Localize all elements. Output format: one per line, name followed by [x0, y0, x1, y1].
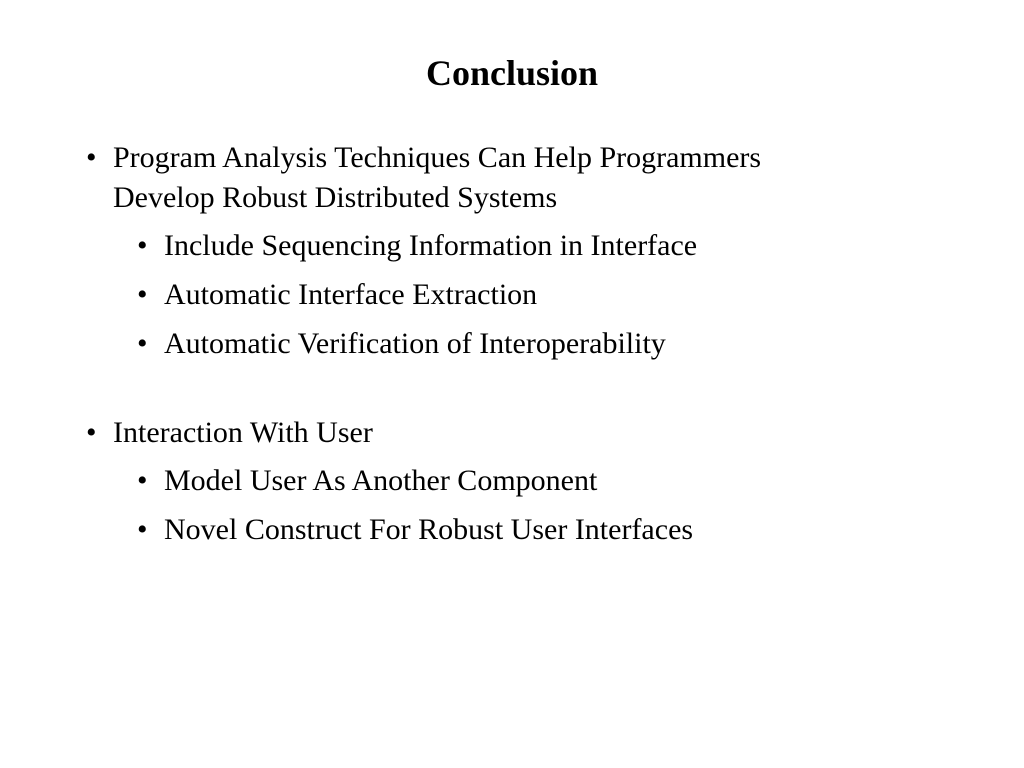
bullet-icon: •	[137, 278, 148, 311]
sub-bullet-text: Automatic Verification of Interoperability	[164, 327, 666, 360]
bullet-text-line: Program Analysis Techniques Can Help Programmers	[113, 141, 762, 174]
sub-bullet-text: Model User As Another Component	[164, 464, 598, 497]
bullet-icon: •	[137, 327, 148, 360]
sub-bullet-item	[137, 275, 946, 315]
bullet-icon: •	[137, 513, 148, 546]
bullet-icon: •	[137, 464, 148, 497]
bullet-icon: •	[86, 416, 97, 449]
bullet-text: Interaction With User	[113, 416, 373, 449]
sub-bullet-item	[137, 461, 946, 501]
bullet-item	[86, 138, 946, 218]
sub-bullet-text: Automatic Interface Extraction	[164, 278, 538, 311]
sub-bullet-item	[137, 324, 946, 364]
sub-bullet-item	[137, 510, 946, 550]
bullet-item	[86, 413, 946, 453]
bullet-icon: •	[137, 229, 148, 262]
sub-bullet-item	[137, 226, 946, 266]
bullet-text-line: Develop Robust Distributed Systems	[113, 181, 558, 214]
bullet-text	[113, 138, 946, 218]
sub-bullet-text: Include Sequencing Information in Interface	[164, 229, 698, 262]
section-spacer	[86, 373, 946, 413]
slide-body	[86, 138, 946, 559]
slide-title: Conclusion	[425, 53, 599, 93]
sub-bullet-text: Novel Construct For Robust User Interfaces	[164, 513, 694, 546]
bullet-icon: •	[86, 141, 97, 174]
